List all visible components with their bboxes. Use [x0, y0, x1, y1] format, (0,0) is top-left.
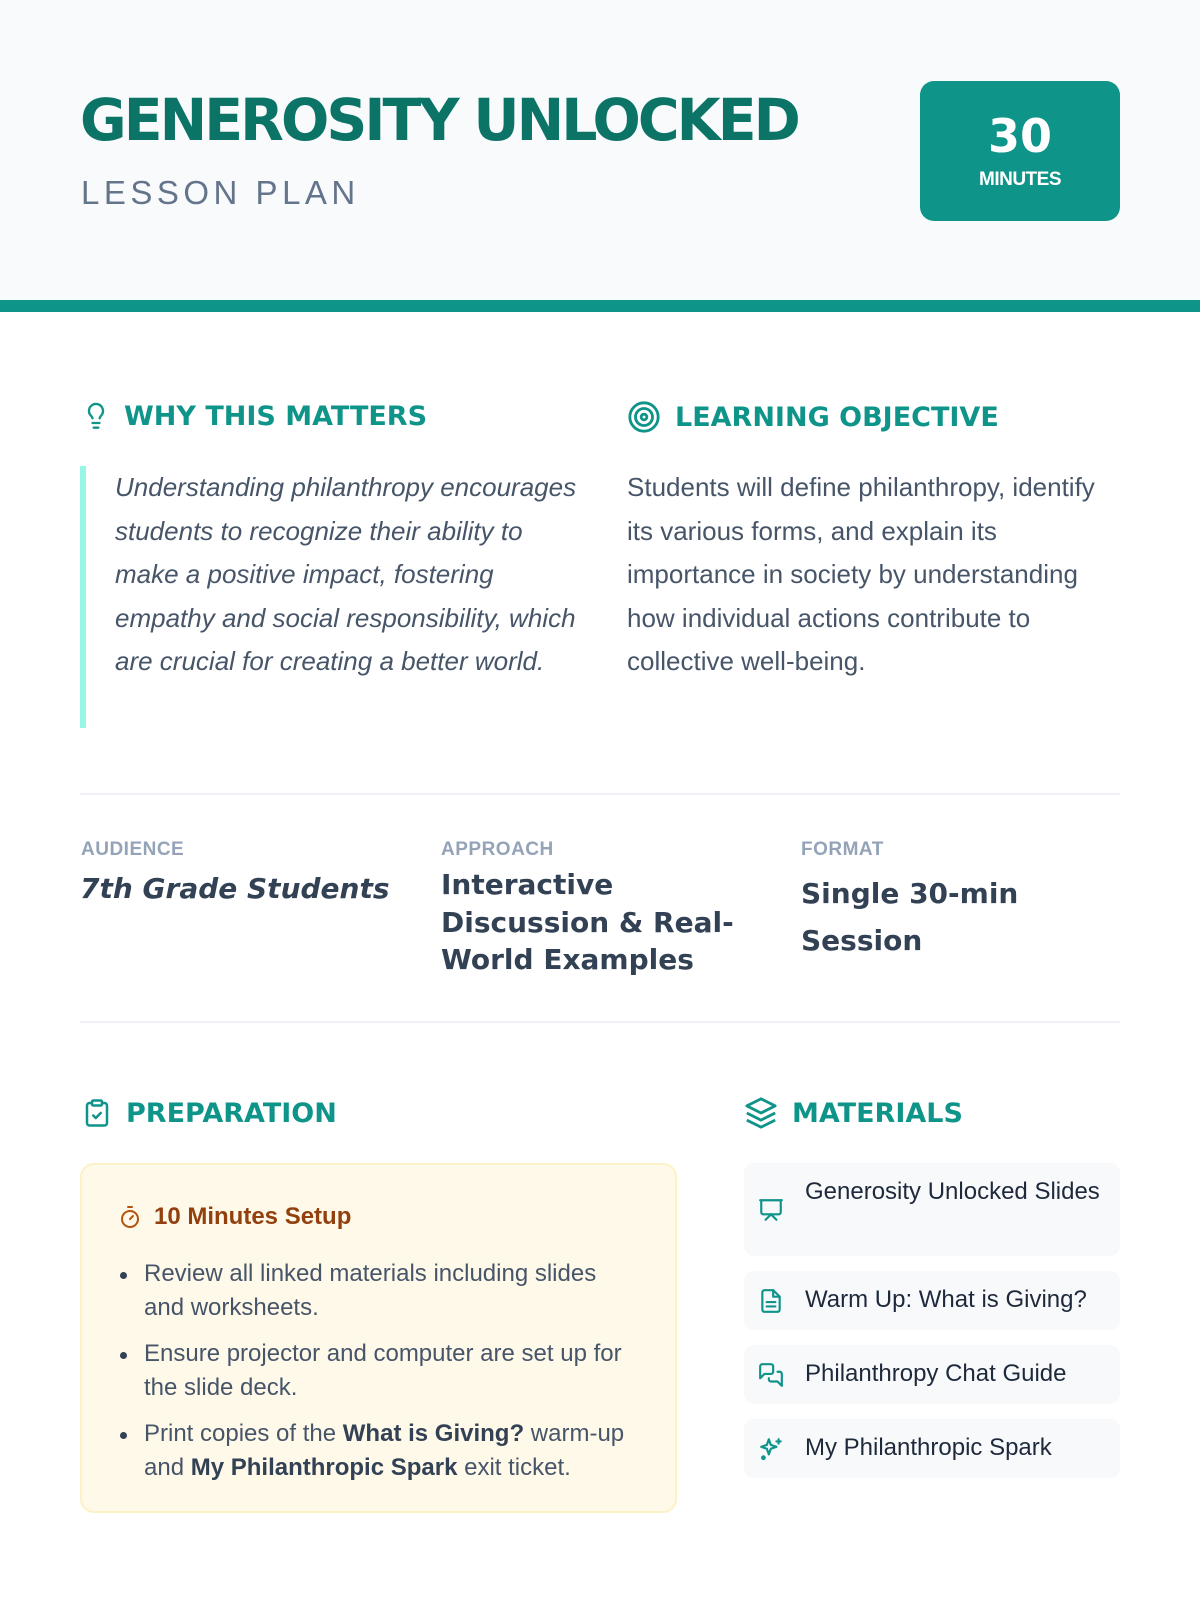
chat-icon [758, 1362, 784, 1388]
approach-label: APPROACH [441, 839, 554, 860]
material-item-warmup[interactable] [744, 1271, 1120, 1330]
material-label[interactable]: Warm Up: What is Giving? [805, 1286, 1087, 1313]
divider [80, 1021, 1120, 1023]
layers-icon [744, 1096, 778, 1130]
why-heading [82, 400, 427, 432]
objective-text: Students will define philanthropy, identify its various forms, and explain its importance in society by understanding how individual actions contribute to collective well-being. [627, 472, 1095, 676]
preparation-heading [82, 1096, 337, 1130]
duration-badge [920, 81, 1120, 221]
format-value: Single 30-min Session [801, 877, 1019, 957]
page-title: GENEROSITY UNLOCKED [80, 86, 798, 154]
objective-heading [627, 400, 999, 434]
divider [80, 793, 1120, 795]
why-heading-label: WHY THIS MATTERS [124, 400, 428, 432]
approach-value: Interactive Discussion & Real-World Examples [441, 868, 734, 976]
presentation-icon [758, 1197, 784, 1223]
lightbulb-icon [82, 400, 110, 432]
material-item-spark[interactable] [744, 1419, 1120, 1478]
preparation-list [112, 1257, 642, 1497]
material-label[interactable]: My Philanthropic Spark [805, 1434, 1052, 1461]
warmup-title: What is Giving? [342, 1420, 525, 1447]
timer-icon [118, 1205, 142, 1229]
material-label[interactable]: Philanthropy Chat Guide [805, 1360, 1067, 1387]
material-label[interactable]: Generosity Unlocked Slides [805, 1178, 1100, 1205]
list-item: Print copies of the What is Giving? warm-up and My Philanthropic Spark exit ticket. [112, 1417, 642, 1485]
objective-heading-label: LEARNING OBJECTIVE [675, 401, 999, 433]
material-item-chat-guide[interactable] [744, 1345, 1120, 1404]
format-label: FORMAT [801, 839, 884, 860]
page-subtitle: LESSON PLAN [81, 174, 360, 211]
materials-heading-label: MATERIALS [792, 1097, 963, 1129]
list-item: Ensure projector and computer are set up for the slide deck. [112, 1337, 642, 1405]
setup-heading [118, 1203, 351, 1231]
clipboard-check-icon [82, 1096, 112, 1130]
lesson-header [0, 0, 1200, 312]
setup-label: 10 Minutes Setup [154, 1203, 352, 1230]
document-icon [758, 1288, 784, 1314]
target-icon [627, 400, 661, 434]
setup-card [80, 1163, 677, 1513]
list-item: Review all linked materials including slides and worksheets. [112, 1257, 642, 1325]
audience-label: AUDIENCE [81, 839, 185, 860]
materials-heading [744, 1096, 963, 1130]
duration-unit: MINUTES [979, 169, 1061, 190]
why-text: Understanding philanthropy encourages students to recognize their ability to make a positive impact, fostering empathy and social responsibility, which are crucial for creating a better world. [80, 466, 580, 728]
audience-value: 7th Grade Students [80, 872, 390, 905]
material-item-slides[interactable] [744, 1163, 1120, 1256]
preparation-heading-label: PREPARATION [126, 1097, 337, 1129]
duration-value: 30 [987, 109, 1052, 163]
exit-ticket-title: My Philanthropic Spark [190, 1454, 458, 1481]
sparkles-icon [758, 1436, 784, 1462]
